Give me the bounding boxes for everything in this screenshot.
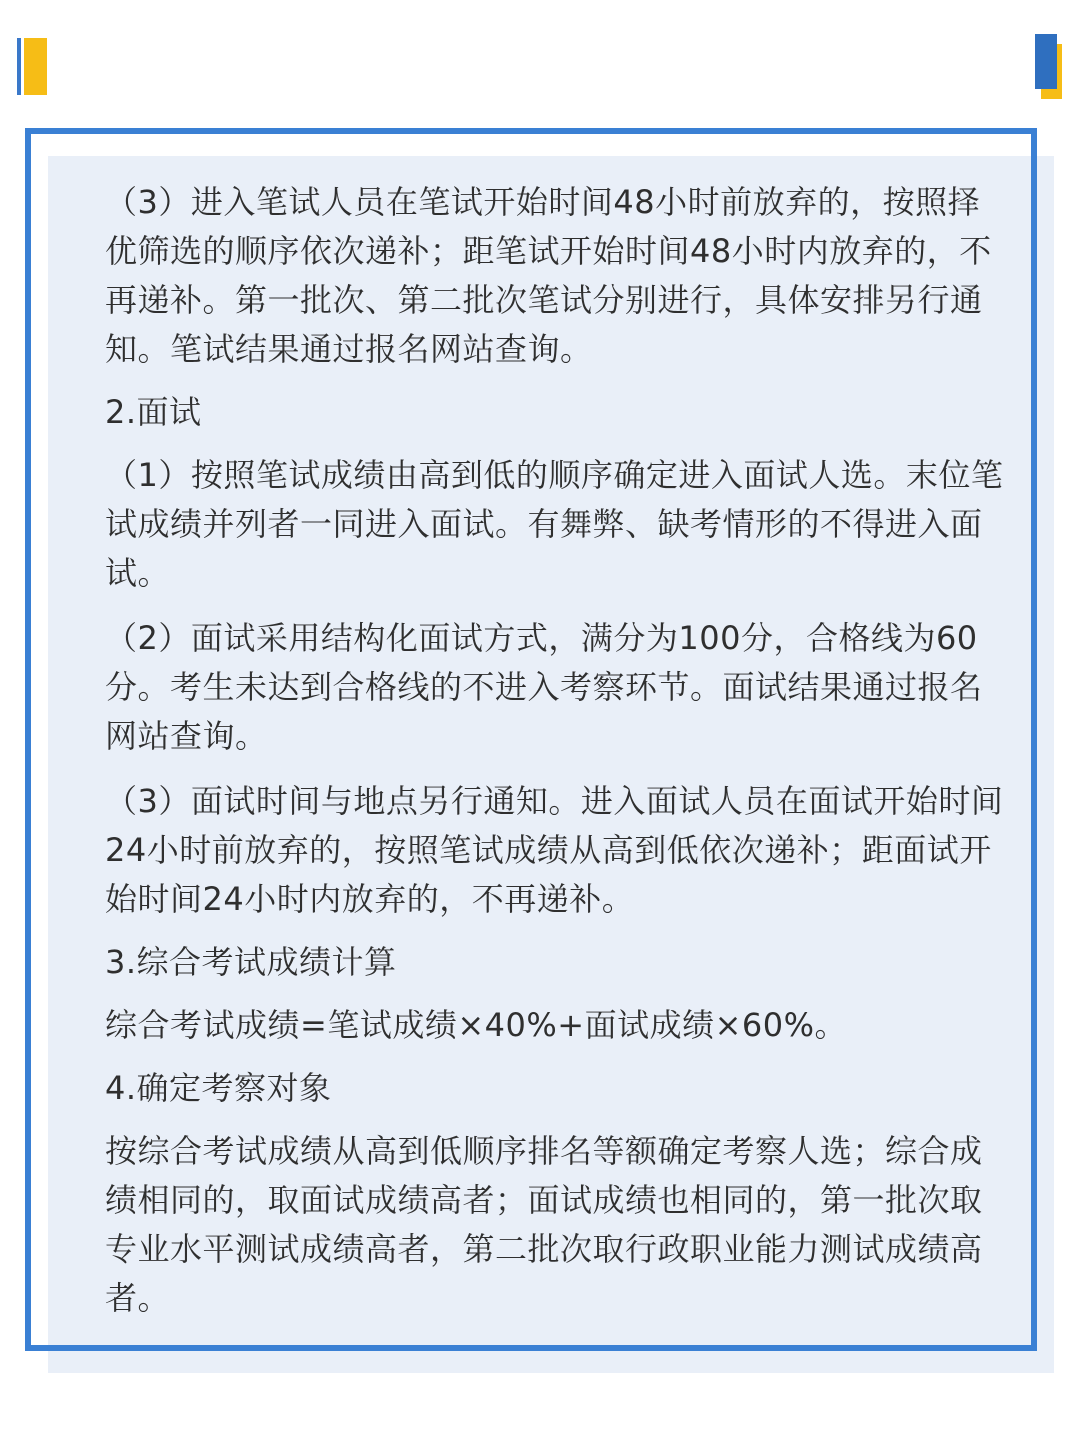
- corner-accent-block-right-blue: [1035, 34, 1057, 89]
- section-heading-inspection-targets: 4.确定考察对象: [105, 1069, 332, 1107]
- paragraph-interview-selection: （1）按照笔试成绩由高到低的顺序确定进入面试人选。末位笔试成绩并列者一同进入面试。有舞弊、缺考情形的不得进入面试。: [105, 456, 1004, 592]
- corner-accent-block-left: [24, 38, 47, 95]
- paragraph-score-formula: 综合考试成绩=笔试成绩×40%+面试成绩×60%。: [105, 1006, 848, 1044]
- paragraph-inspection-ranking: 按综合考试成绩从高到低顺序排名等额确定考察人选；综合成绩相同的，取面试成绩高者；面试成绩也相同的，第一批次取专业水平测试成绩高者，第二批次取行政职业能力测试成绩高者。: [105, 1132, 983, 1317]
- section-heading-interview: 2.面试: [105, 393, 202, 431]
- document-body: [105, 178, 1005, 1323]
- paragraph-written-test-substitution: （3）进入笔试人员在笔试开始时间48小时前放弃的，按照择优筛选的顺序依次递补；距笔试开始时间48小时内放弃的，不再递补。第一批次、第二批次笔试分别进行，具体安排另行通知。笔试结果通过报名网站查询。: [105, 183, 992, 368]
- section-heading-score-calculation: 3.综合考试成绩计算: [105, 943, 397, 981]
- paragraph-interview-time-place: （3）面试时间与地点另行通知。进入面试人员在面试开始时间24小时前放弃的，按照笔试成绩从高到低依次递补；距面试开始时间24小时内放弃的，不再递补。: [105, 782, 1004, 918]
- paragraph-interview-method: （2）面试采用结构化面试方式，满分为100分，合格线为60分。考生未达到合格线的不进入考察环节。面试结果通过报名网站查询。: [105, 619, 983, 755]
- corner-accent-line-left: [17, 38, 21, 95]
